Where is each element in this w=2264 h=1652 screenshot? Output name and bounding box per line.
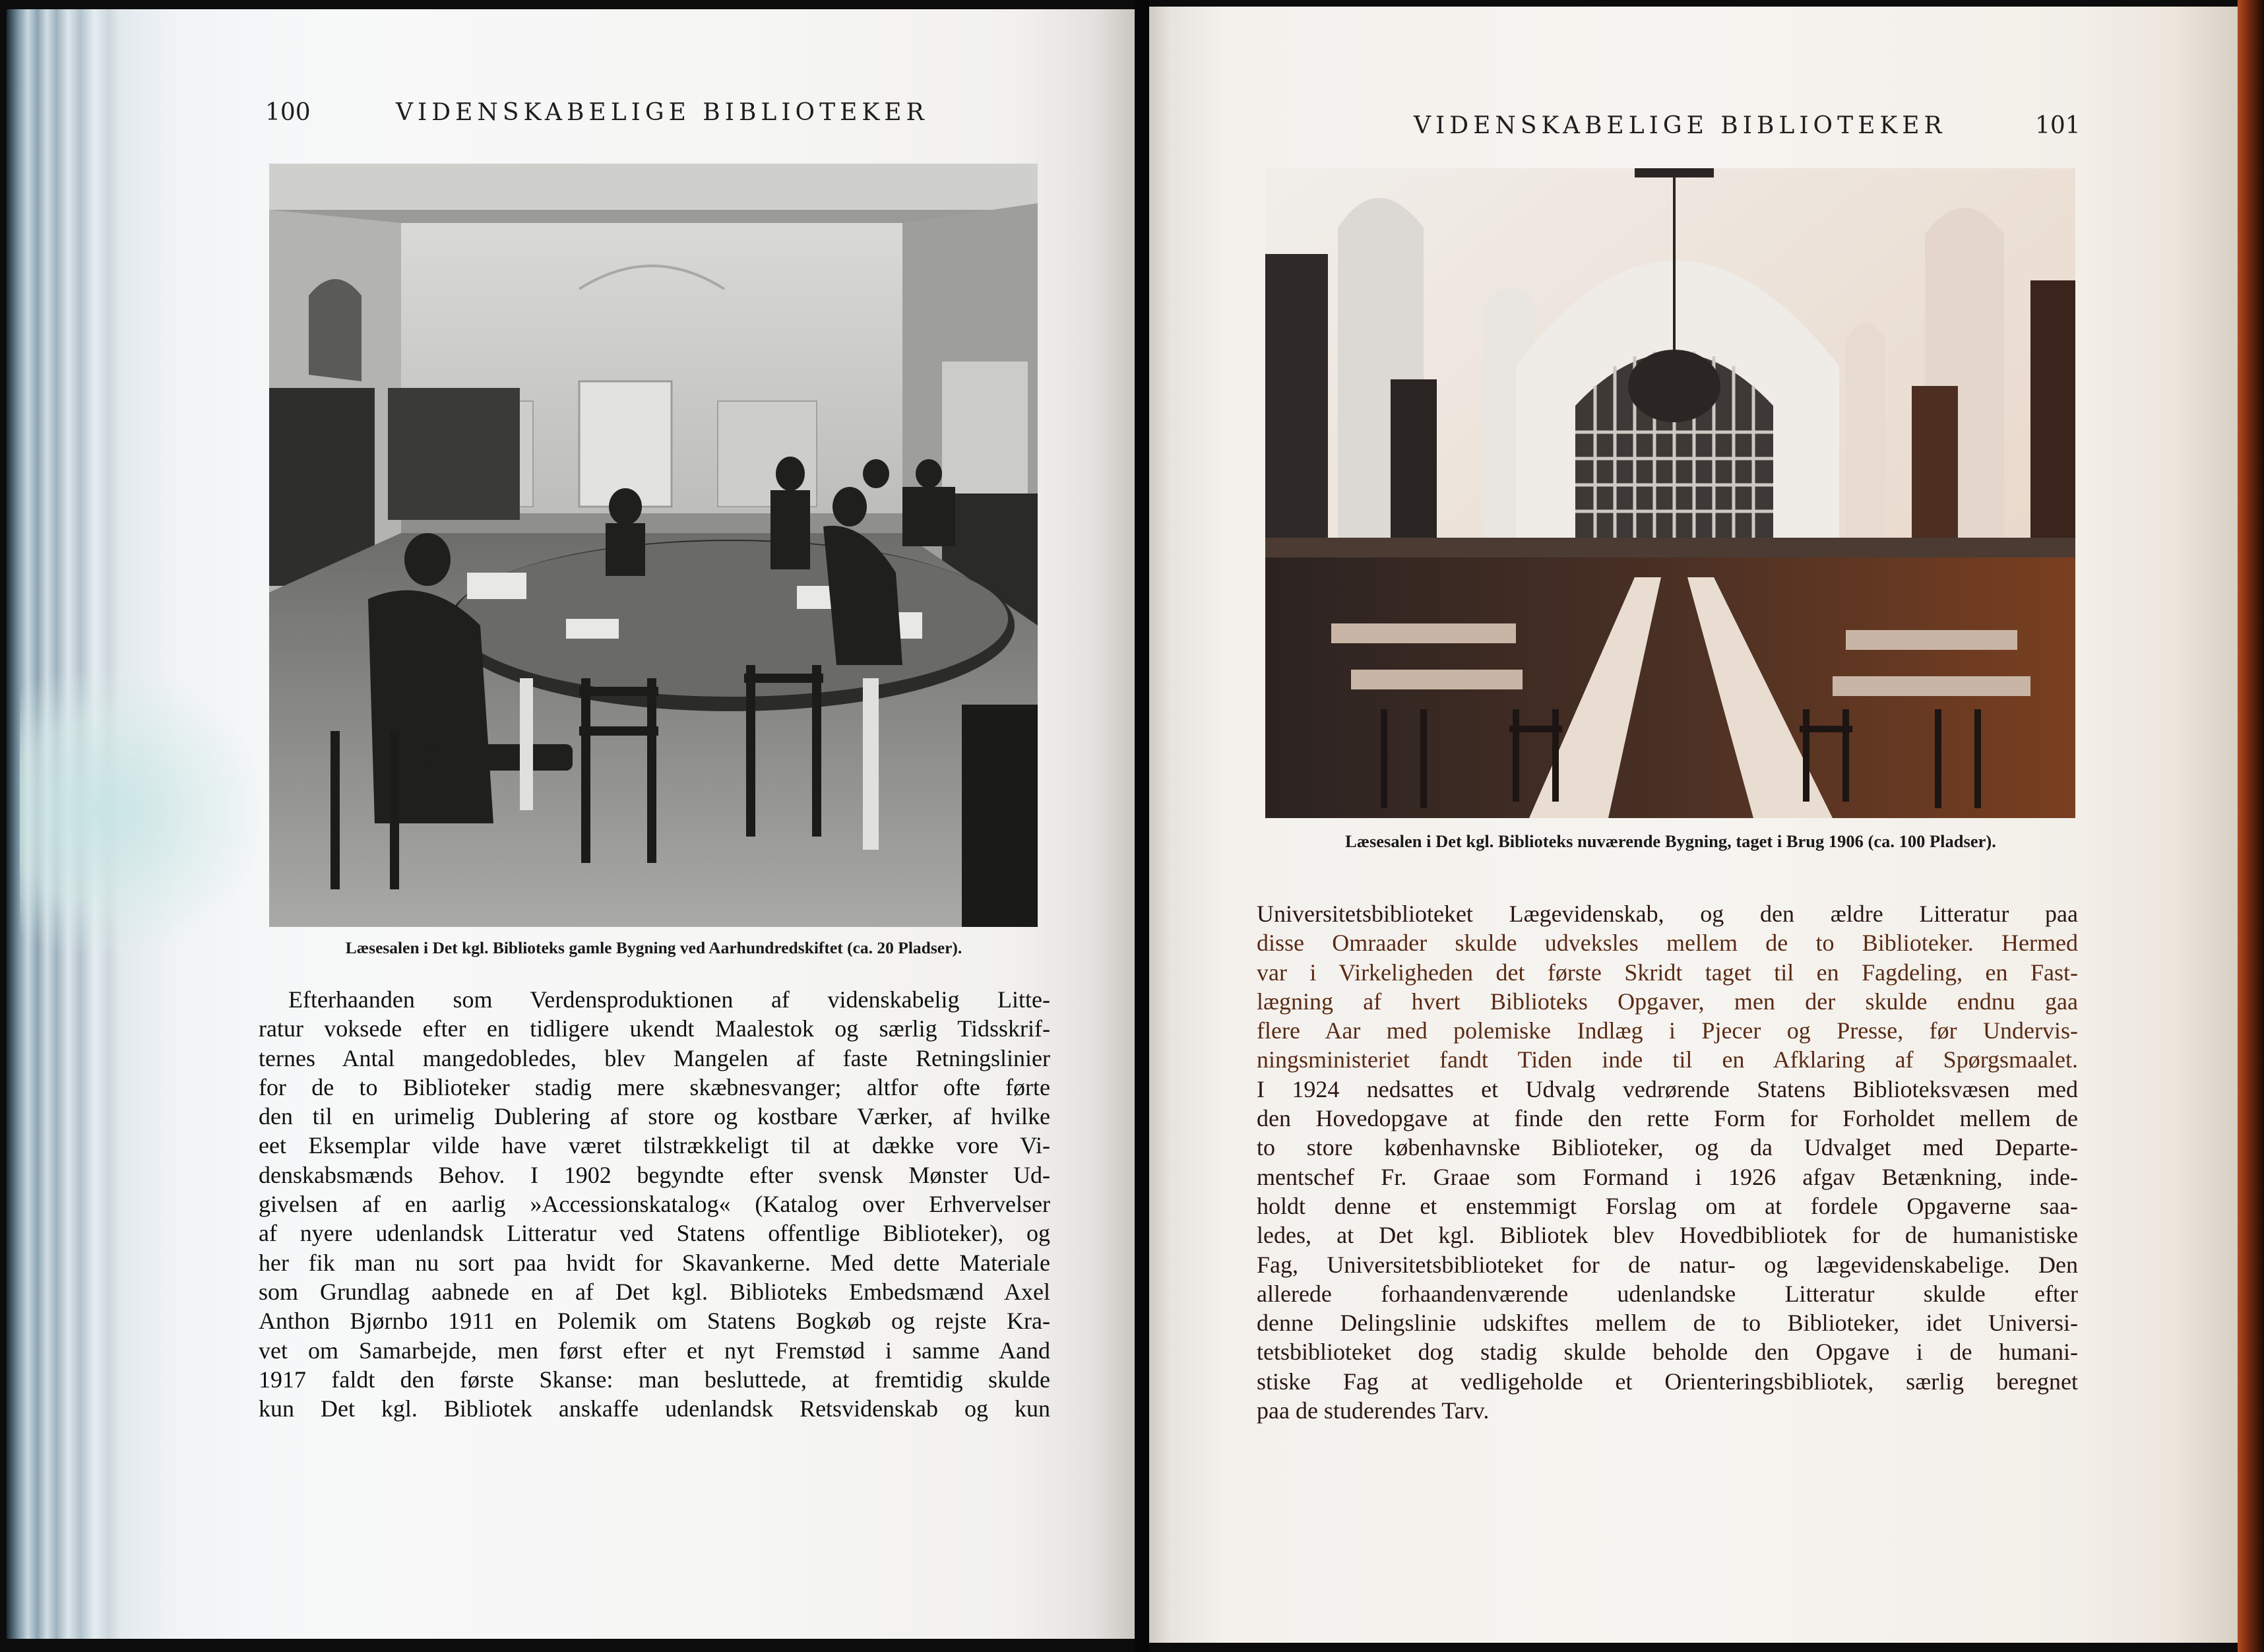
text-line: vet om Samarbejde, men først efter et nyt Fremstød i samme Aand — [259, 1337, 1050, 1364]
page-number-right: 101 — [2035, 112, 2081, 139]
text-line: kun Det kgl. Bibliotek anskaffe udenlandsk Retsvidenskab og kun — [259, 1395, 1050, 1422]
text-line: af nyere udenlandsk Litteratur ved Statens offentlige Biblioteker), og — [259, 1220, 1050, 1247]
book-gutter — [1135, 0, 1149, 1652]
text-line: disse Omraader skulde udveksles mellem de to Biblioteker. Hermed — [1257, 930, 2078, 957]
text-line: Universitetsbiblioteket Lægevidenskab, og den ældre Litteratur paa — [1257, 901, 2078, 927]
text-line: ratur voksede efter en tidligere ukendt Maalestok og særlig Tidsskrif- — [259, 1015, 1050, 1042]
text-line: givelsen af en aarlig »Accessionskatalog« (Katalog over Erhvervelser — [259, 1191, 1050, 1218]
text-line: Fag, Universitetsbiblioteket for de natur- og lægevidenskabelige. Den — [1257, 1251, 2078, 1278]
text-line: stiske Fag at vedligeholde et Orienteringsbibliotek, særlig beregnet — [1257, 1368, 2078, 1395]
reading-room-old-photo — [269, 164, 1038, 927]
text-line: var i Virkeligheden det første Skridt taget til en Fagdeling, en Fast- — [1257, 959, 2078, 986]
text-line: Efterhaanden som Verdensproduktionen af videnskabelig Litte- — [288, 986, 1050, 1013]
text-line: I 1924 nedsattes et Udvalg vedrørende Statens Biblioteksvæsen med — [1257, 1075, 2078, 1102]
photo-caption-right: Læsesalen i Det kgl. Biblioteks nuværende Bygning, taget i Brug 1906 (ca. 100 Pladser). — [1345, 831, 1996, 851]
text-line: Anthon Bjørnbo 1911 en Polemik om Statens Bogkøb og rejste Kra- — [259, 1308, 1050, 1335]
text-line: her fik man nu sort paa hvidt for Skavankerne. Med dette Materiale — [259, 1249, 1050, 1276]
text-line: ledes, at Det kgl. Bibliotek blev Hovedbibliotek for de humanistiske — [1257, 1222, 2078, 1249]
scan-blur-artifact — [20, 673, 257, 950]
photo-caption-left: Læsesalen i Det kgl. Biblioteks gamle Bygning ved Aarhundredskiftet (ca. 20 Pladser). — [345, 938, 962, 957]
text-line: eet Eksemplar vilde have været tilstrækkeligt til at dække vore Vi- — [259, 1132, 1050, 1159]
right-body-text — [1257, 899, 2078, 1425]
text-line: lægning af hvert Biblioteks Opgaver, men der skulde endnu gaa — [1257, 988, 2078, 1015]
running-head-right: VIDENSKABELIGE BIBLIOTEKER — [1414, 112, 1947, 139]
text-line: denskabsmænds Behov. I 1902 begyndte efter svensk Mønster Ud- — [259, 1161, 1050, 1188]
left-body-text — [259, 985, 1050, 1423]
right-page-edge — [2238, 0, 2264, 1652]
text-line: denne Delingslinie udskiftes mellem de to Biblioteker, idet Universi- — [1257, 1310, 2078, 1337]
text-line: for de to Biblioteker stadig mere skæbnesvanger; altfor ofte førte — [259, 1073, 1050, 1100]
text-line: som Grundlag aabnede en af Det kgl. Biblioteks Embedsmænd Axel — [259, 1278, 1050, 1305]
running-head-left: VIDENSKABELIGE BIBLIOTEKER — [396, 99, 929, 126]
text-line: mentschef Fr. Graae som Formand i 1926 afgav Betænkning, inde- — [1257, 1163, 2078, 1190]
text-line: den Hovedopgave at finde den rette Form for Forholdet mellem de — [1257, 1105, 2078, 1132]
text-line: tetsbiblioteket dog stadig skulde beholde den Opgave i de humani- — [1257, 1339, 2078, 1366]
text-line: allerede forhaandenværende udenlandske Litteratur skulde efter — [1257, 1280, 2078, 1307]
reading-room-new-photo — [1265, 168, 2075, 818]
text-line: paa de studerendes Tarv. — [1257, 1397, 1490, 1424]
page-number-left: 100 — [265, 99, 311, 126]
text-line: den til en urimelig Dublering af store og kostbare Værker, af hvilke — [259, 1103, 1050, 1130]
text-line: flere Aar med polemiske Indlæg i Pjecer og Presse, før Undervis- — [1257, 1017, 2078, 1044]
text-line: to store københavnske Biblioteker, og da Udvalget med Departe- — [1257, 1134, 2078, 1161]
text-line: ningsministeriet fandt Tiden inde til en Afklaring af Spørgsmaalet. — [1257, 1046, 2078, 1073]
text-line: holdt denne et enstemmigt Forslag om at fordele Opgaverne saa- — [1257, 1192, 2078, 1219]
text-line: 1917 faldt den første Skanse: man besluttede, at fremtidig skulde — [259, 1366, 1050, 1393]
text-line: ternes Antal mangedobledes, blev Mangelen af faste Retningslinier — [259, 1044, 1050, 1071]
